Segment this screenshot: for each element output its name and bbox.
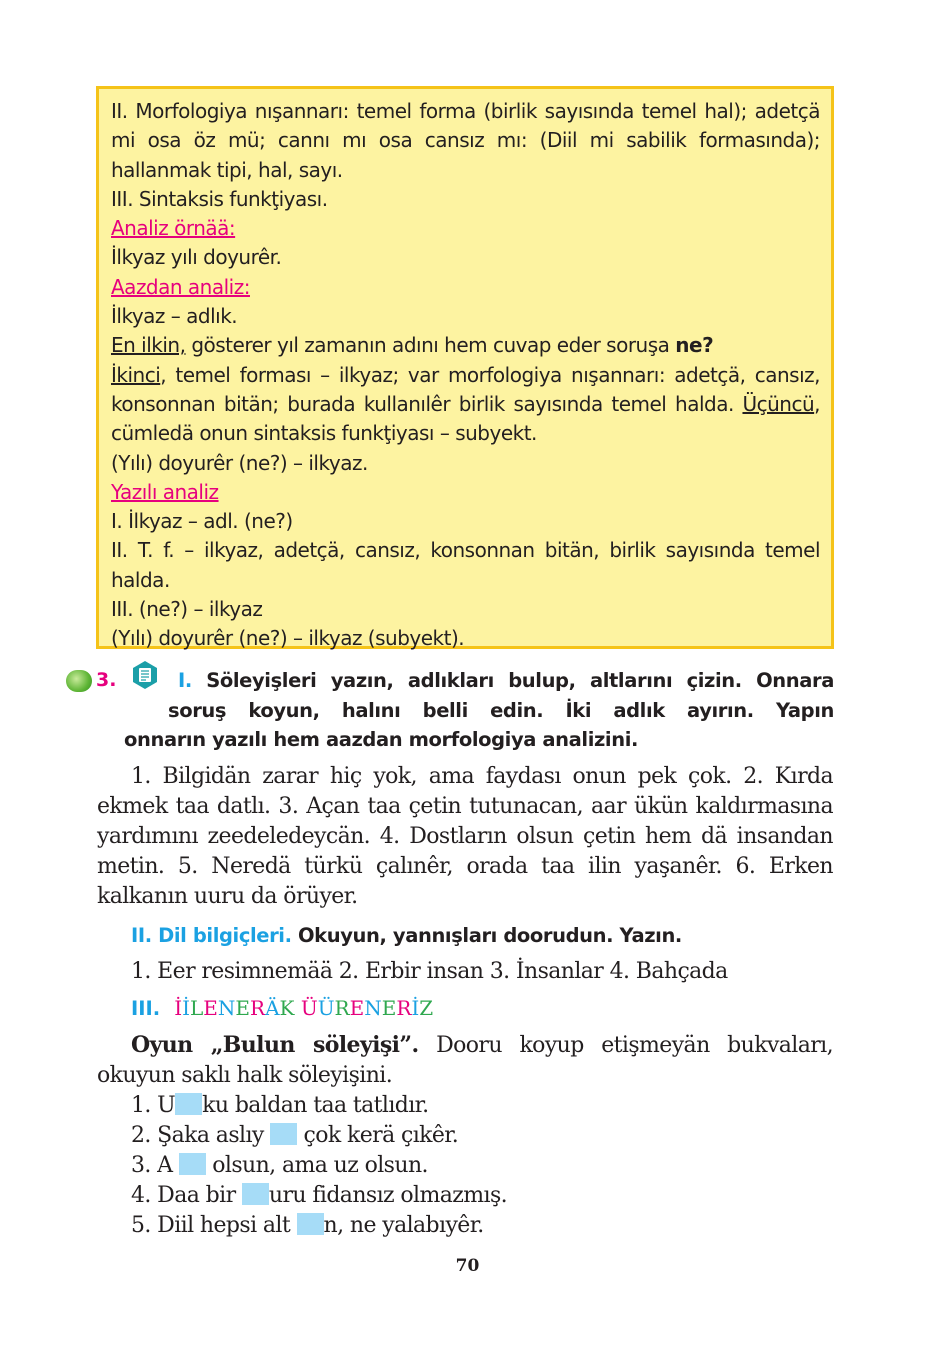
heading-letter: R bbox=[396, 996, 412, 1020]
written-line-3: III. (ne?) – ilkyaz bbox=[111, 597, 263, 622]
section-3-heading bbox=[131, 996, 831, 1020]
written-analysis-title: Yazılı analiz bbox=[111, 479, 219, 504]
blank-box[interactable] bbox=[270, 1123, 297, 1145]
oral-analysis-title: Aazdan analiz: bbox=[111, 274, 250, 299]
game-block bbox=[97, 1030, 833, 1241]
heading-letter: E bbox=[381, 996, 397, 1020]
section-2-words: 1. Eer resimnemää 2. Erbir insan 3. İnsanlar 4. Bahçada bbox=[131, 959, 728, 984]
game-title: Oyun „Bulun söleyişi”. bbox=[131, 1032, 419, 1058]
second-rest: , temel forması – ilkyaz; var morfologiya nışannarı: adetçä, cansız, konsonnan bitän; burada kullanılêr birlik sayısında temel halda. bbox=[111, 362, 820, 416]
heading-letter: Ä bbox=[265, 996, 280, 1020]
first-question: ne? bbox=[675, 333, 714, 358]
exercise-paragraph bbox=[97, 762, 833, 912]
section-2-heading bbox=[131, 924, 831, 947]
example-sentence: İlkyaz yılı doyurêr. bbox=[111, 245, 282, 270]
blank-box[interactable] bbox=[179, 1153, 206, 1175]
first-label: En ilkin, bbox=[111, 333, 186, 358]
green-dot-icon bbox=[66, 670, 92, 692]
section-2-instruction: Okuyun, yannışları doorudun. Yazın. bbox=[291, 924, 682, 947]
heading-letter: İ bbox=[182, 996, 190, 1020]
rainbow-heading bbox=[174, 996, 433, 1020]
written-line-4: (Yılı) doyurêr (ne?) – ilkyaz (subyekt). bbox=[111, 626, 465, 651]
exercise-instruction bbox=[124, 666, 834, 755]
written-line-2: II. T. f. – ilkyaz, adetçä, cansız, konsonnan bitän, birlik sayısında temel halda. bbox=[111, 538, 820, 592]
second-label: İkinci bbox=[111, 362, 161, 387]
blank-box[interactable] bbox=[242, 1183, 269, 1205]
section-2-label: II. Dil bilgiçleri. bbox=[131, 924, 292, 947]
instruction-line-2: soruş koyun, halını belli edin. İki adlık ayırın. Yapın bbox=[168, 698, 834, 722]
heading-letter: L bbox=[190, 996, 204, 1020]
heading-letter: İ bbox=[411, 996, 420, 1020]
heading-letter: Ü bbox=[317, 996, 335, 1020]
rule-box bbox=[96, 86, 834, 649]
game-intro bbox=[97, 1030, 833, 1091]
box-syntax-line: III. Sintaksis funkţiyası. bbox=[111, 186, 328, 211]
heading-letter: N bbox=[217, 996, 236, 1020]
heading-letter: K bbox=[279, 996, 295, 1020]
exercise-number: 3. bbox=[96, 669, 117, 691]
oral-analysis-line: İlkyaz – adlık. bbox=[111, 304, 238, 329]
heading-letter: Ü bbox=[300, 996, 318, 1020]
list-item: 1. U ku baldan taa tatlıdır. bbox=[131, 1093, 429, 1118]
example-title: Analiz örnää: bbox=[111, 216, 236, 241]
heading-letter: E bbox=[349, 996, 365, 1020]
heading-letter: N bbox=[364, 996, 382, 1020]
written-line-1: I. İlkyaz – adl. (ne?) bbox=[111, 509, 293, 534]
heading-letter: E bbox=[203, 996, 218, 1020]
heading-letter: E bbox=[235, 996, 250, 1020]
box-morphology-line: II. Morfologiya nışannarı: temel forma (birlik sayısında temel hal); adetçä mi osa öz mü; cannı mı osa cansız mı: (Diil mi sabilik formasında); hallanmak tipi, hal, sayı. bbox=[111, 99, 820, 182]
third-label: Üçüncü bbox=[742, 391, 815, 416]
game-instruction: Dooru koyup etişmeyän bukvaları, okuyun saklı halk söleyişini. bbox=[97, 1033, 833, 1088]
proverbs-text: 1. Bilgidän zarar hiç yok, ama faydası onun pek çok. 2. Kırda ekmek taa datlı. 3. Açan taa çetin tutunacan, aar ükün kaldırmasına yardımını zeedeledeycän. 4. Dostların olsun çetin hem dä insandan metin. 5. Neredä türkü çalınêr, orada taa ilin yaşanêr. 6. Erken kalkanın uuru da örüyer. bbox=[97, 764, 833, 909]
heading-letter: Z bbox=[419, 996, 434, 1020]
list-item: 5. Diil hepsi alt n, ne yalabıyêr. bbox=[131, 1213, 484, 1238]
page-number: 70 bbox=[455, 1256, 480, 1276]
section-3-label: III. bbox=[131, 997, 161, 1020]
oral-last-line: (Yılı) doyurêr (ne?) – ilkyaz. bbox=[111, 450, 368, 475]
second-step-line bbox=[111, 361, 820, 449]
instruction-line-3: onnarın yazılı hem aazdan morfologiya analizini. bbox=[124, 728, 638, 751]
heading-letter: İ bbox=[174, 996, 183, 1020]
instruction-line-1: I. Söleyişleri yazın, adlıkları bulup, altlarını çizin. Onnara bbox=[178, 669, 834, 692]
first-rest: gösterer yıl zamanın adını hem cuvap eder soruşa bbox=[185, 333, 676, 358]
third-rest: , cümledä onun sintaksis funkţiyası – subyekt. bbox=[111, 391, 820, 446]
blank-box[interactable] bbox=[297, 1213, 324, 1235]
list-item: 2. Şaka aslıy çok kerä çıkêr. bbox=[131, 1123, 459, 1148]
list-item: 3. A olsun, ama uz olsun. bbox=[131, 1153, 428, 1178]
blank-box[interactable] bbox=[175, 1093, 202, 1115]
heading-letter: R bbox=[250, 996, 266, 1020]
first-step-line bbox=[111, 331, 820, 360]
list-item: 4. Daa bir uru fidansız olmazmış. bbox=[131, 1183, 508, 1208]
exercise-roman: I. bbox=[178, 669, 192, 692]
heading-letter: R bbox=[334, 996, 350, 1020]
